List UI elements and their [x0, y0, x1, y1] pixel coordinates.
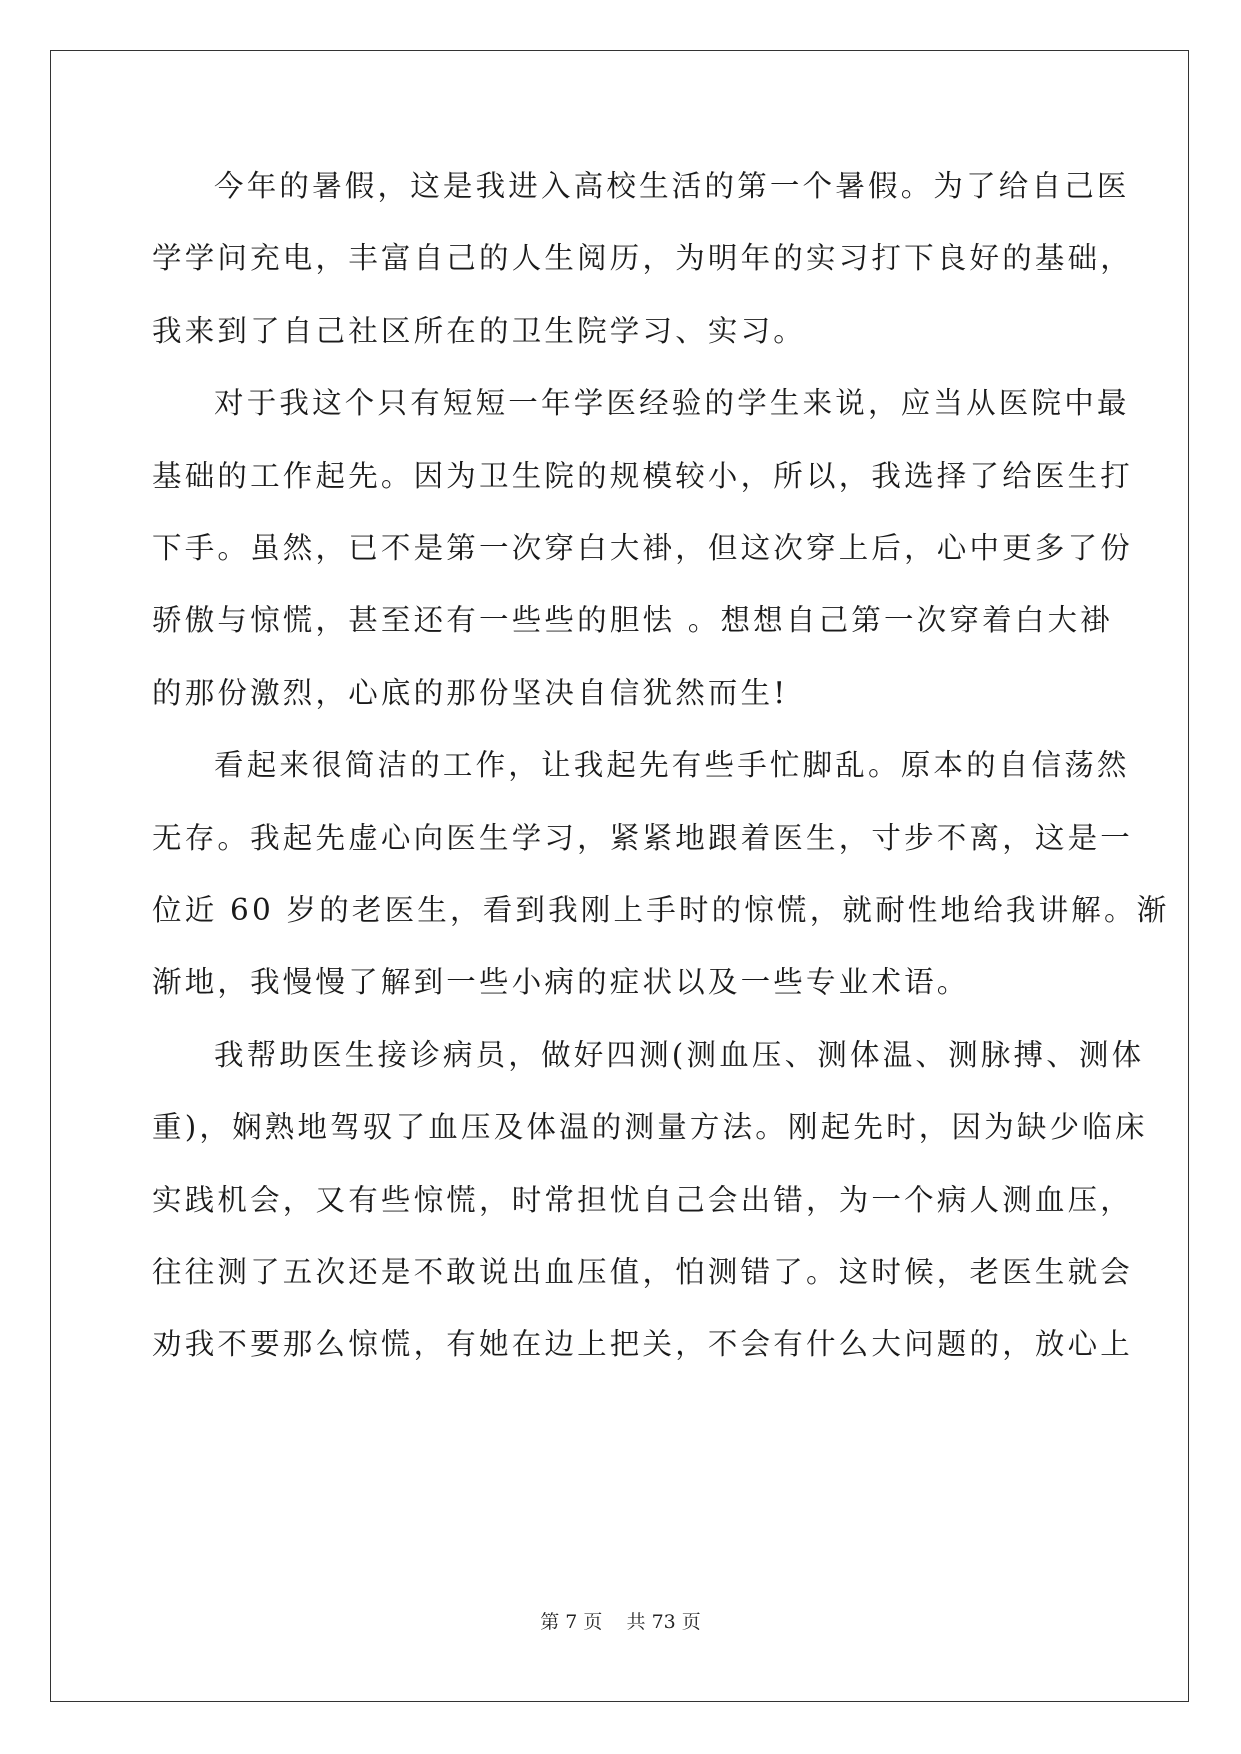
- body-text-line: 劝我不要那么惊慌，有她在边上把关，不会有什么大问题的，放心上: [152, 1327, 1134, 1362]
- body-text-line: 位近 60 岁的老医生，看到我刚上手时的惊慌，就耐性地给我讲解。渐: [152, 893, 1170, 927]
- body-text-line: 渐地，我慢慢了解到一些小病的症状以及一些专业术语。: [152, 965, 970, 1000]
- body-text-line: 基础的工作起先。因为卫生院的规模较小，所以，我选择了给医生打: [152, 458, 1134, 493]
- page-number: 第 7 页: [540, 1611, 603, 1633]
- body-text-line: 往往测了五次还是不敢说出血压值，怕测错了。这时候，老医生就会: [152, 1255, 1134, 1289]
- page-footer: [0, 1610, 1241, 1634]
- page-total: 共 73 页: [626, 1611, 701, 1633]
- page-frame: [50, 50, 1189, 1702]
- footer-gap: [602, 1611, 626, 1633]
- body-text-line: 重)，娴熟地驾驭了血压及体温的测量方法。刚起先时，因为缺少临床: [152, 1110, 1148, 1145]
- body-text-line: 我帮助医生接诊病员，做好四测(测血压、测体温、测脉搏、测体: [214, 1037, 1145, 1072]
- body-text-line: 骄傲与惊慌，甚至还有一些些的胆怯 。想想自己第一次穿着白大褂: [152, 603, 1113, 638]
- body-text-line: 看起来很简洁的工作，让我起先有些手忙脚乱。原本的自信荡然: [214, 748, 1130, 783]
- body-text-line: 下手。虽然，已不是第一次穿白大褂，但这次穿上后，心中更多了份: [152, 531, 1134, 565]
- body-text-line: 无存。我起先虚心向医生学习，紧紧地跟着医生，寸步不离，这是一: [152, 820, 1134, 855]
- body-text-line: 实践机会，又有些惊慌，时常担忧自己会出错，为一个病人测血压，: [152, 1182, 1134, 1217]
- body-text-line: 对于我这个只有短短一年学医经验的学生来说，应当从医院中最: [214, 386, 1130, 421]
- body-text-line: 今年的暑假，这是我进入高校生活的第一个暑假。为了给自己医: [214, 169, 1130, 203]
- body-text-line: 学学问充电，丰富自己的人生阅历，为明年的实习打下良好的基础，: [152, 241, 1134, 276]
- body-text-line: 我来到了自己社区所在的卫生院学习、实习。: [152, 313, 807, 348]
- body-text-line: 的那份激烈，心底的那份坚决自信犹然而生!: [152, 675, 789, 710]
